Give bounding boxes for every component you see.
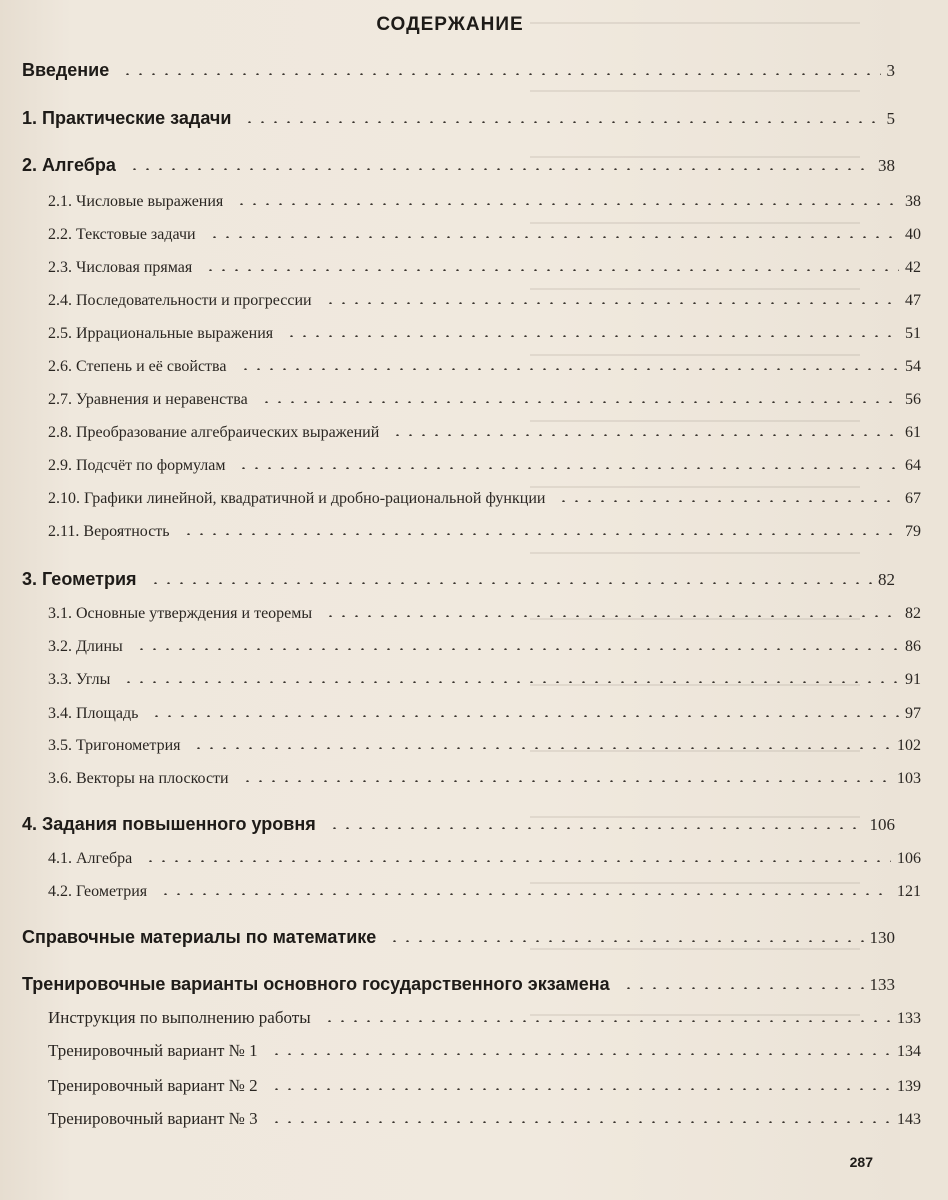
toc-entry-page: 139 xyxy=(897,1078,921,1095)
toc-entry-3-2[interactable] xyxy=(0,638,948,656)
toc-entry-3-4[interactable] xyxy=(0,705,948,723)
toc-entry-label: 2.2. Текстовые задачи xyxy=(48,226,196,243)
dot-leader xyxy=(121,73,880,75)
toc-entry-advanced-tasks[interactable] xyxy=(0,814,922,835)
dot-leader xyxy=(182,533,899,535)
toc-entry-page: 51 xyxy=(905,325,921,342)
toc-entry-practical-tasks[interactable] xyxy=(0,108,922,129)
dot-leader xyxy=(557,500,899,502)
toc-entry-page: 133 xyxy=(869,975,895,994)
toc-entry-label: 2. Алгебра xyxy=(22,155,116,175)
toc-entry-label: Тренировочный вариант № 3 xyxy=(48,1109,258,1128)
toc-entry-page: 106 xyxy=(869,815,895,834)
toc-entry-page: 79 xyxy=(905,523,921,540)
toc-entry-2-2[interactable] xyxy=(0,226,948,244)
toc-entry-page: 86 xyxy=(905,638,921,655)
dot-leader xyxy=(622,987,864,989)
toc-entry-label: 3.4. Площадь xyxy=(48,705,139,722)
toc-entry-variant-1[interactable] xyxy=(0,1041,948,1061)
toc-entry-page: 143 xyxy=(897,1111,921,1128)
toc-entry-label: 2.10. Графики линейной, квадратичной и дробно-рациональной функции xyxy=(48,490,546,507)
toc-entry-3-6[interactable] xyxy=(0,770,948,788)
toc-entry-variant-2[interactable] xyxy=(0,1076,948,1096)
toc-entry-instructions[interactable] xyxy=(0,1008,948,1028)
toc-entry-page: 133 xyxy=(897,1010,921,1027)
dot-leader xyxy=(128,168,872,170)
toc-entry-page: 103 xyxy=(897,770,921,787)
toc-entry-page: 134 xyxy=(897,1043,921,1060)
toc-entry-label: 2.9. Подсчёт по формулам xyxy=(48,457,226,474)
toc-entry-label: 2.1. Числовые выражения xyxy=(48,193,224,210)
toc-entry-2-3[interactable] xyxy=(0,259,948,277)
toc-entry-page: 42 xyxy=(905,259,921,276)
toc-entry-2-11[interactable] xyxy=(0,523,948,541)
dot-leader xyxy=(149,582,872,584)
dot-leader xyxy=(237,467,899,469)
toc-entry-label: Введение xyxy=(22,60,110,80)
toc-entry-label: 3.1. Основные утверждения и теоремы xyxy=(48,605,313,622)
toc-entry-variant-3[interactable] xyxy=(0,1109,948,1129)
toc-entry-2-1[interactable] xyxy=(0,193,948,211)
toc-entry-page: 97 xyxy=(905,705,921,722)
toc-entry-geometry[interactable] xyxy=(0,569,922,590)
toc-entry-label: 3.6. Векторы на плоскости xyxy=(48,770,229,787)
toc-entry-label: 2.4. Последовательности и прогрессии xyxy=(48,292,312,309)
dot-leader xyxy=(260,401,899,403)
toc-entry-label: 4.1. Алгебра xyxy=(48,850,133,867)
toc-entry-training-variants[interactable] xyxy=(0,974,922,995)
toc-entry-page: 130 xyxy=(869,928,895,947)
toc-entry-introduction[interactable] xyxy=(0,60,922,81)
toc-entry-2-4[interactable] xyxy=(0,292,948,310)
toc-entry-4-2[interactable] xyxy=(0,883,948,901)
toc-entry-3-1[interactable] xyxy=(0,605,948,623)
dot-leader xyxy=(270,1088,891,1090)
dot-leader xyxy=(328,827,864,829)
dot-leader xyxy=(270,1053,891,1055)
toc-entry-label: Тренировочный вариант № 2 xyxy=(48,1076,258,1095)
dot-leader xyxy=(159,893,891,895)
toc-entry-3-5[interactable] xyxy=(0,737,948,755)
dot-leader xyxy=(388,940,863,942)
dot-leader xyxy=(150,715,899,717)
toc-entry-label: 4.2. Геометрия xyxy=(48,883,148,900)
toc-entry-label: 3.2. Длины xyxy=(48,638,123,655)
toc-entry-label: 1. Практические задачи xyxy=(22,108,232,128)
toc-entry-page: 38 xyxy=(878,156,895,175)
toc-entry-label: 2.5. Иррациональные выражения xyxy=(48,325,274,342)
toc-entry-page: 47 xyxy=(905,292,921,309)
dot-leader xyxy=(270,1121,891,1123)
toc-entry-page: 40 xyxy=(905,226,921,243)
dot-leader xyxy=(204,269,899,271)
toc-entry-page: 67 xyxy=(905,490,921,507)
toc-entry-2-5[interactable] xyxy=(0,325,948,343)
toc-entry-4-1[interactable] xyxy=(0,850,948,868)
page-number: 287 xyxy=(849,1154,873,1170)
toc-entry-label: 2.7. Уравнения и неравенства xyxy=(48,391,248,408)
toc-entry-label: 3. Геометрия xyxy=(22,569,137,589)
toc-entry-page: 5 xyxy=(886,109,895,128)
toc-entry-page: 82 xyxy=(905,605,921,622)
dot-leader xyxy=(144,860,891,862)
toc-entry-label: Инструкция по выполнению работы xyxy=(48,1008,311,1027)
dot-leader xyxy=(239,368,900,370)
dot-leader xyxy=(323,1020,891,1022)
dot-leader xyxy=(122,681,899,683)
toc-entry-page: 64 xyxy=(905,457,921,474)
toc-entry-label: 2.6. Степень и её свойства xyxy=(48,358,227,375)
toc-entry-page: 3 xyxy=(886,61,895,80)
dot-leader xyxy=(208,236,899,238)
toc-entry-page: 82 xyxy=(878,570,895,589)
toc-entry-3-3[interactable] xyxy=(0,671,948,689)
toc-entry-page: 91 xyxy=(905,671,921,688)
toc-entry-2-6[interactable] xyxy=(0,358,948,376)
toc-entry-reference-materials[interactable] xyxy=(0,927,922,948)
toc-entry-2-10[interactable] xyxy=(0,490,948,508)
toc-entry-page: 121 xyxy=(897,883,921,900)
dot-leader xyxy=(135,648,899,650)
toc-entry-page: 61 xyxy=(905,424,921,441)
toc-entry-label: 2.11. Вероятность xyxy=(48,523,170,540)
toc-entry-page: 102 xyxy=(897,737,921,754)
toc-entry-label: 3.5. Тригонометрия xyxy=(48,737,181,754)
toc-entry-page: 56 xyxy=(905,391,921,408)
toc-entry-page: 106 xyxy=(897,850,921,867)
toc-entry-label: 2.3. Числовая прямая xyxy=(48,259,193,276)
toc-entry-label: 2.8. Преобразование алгебраических выражений xyxy=(48,424,380,441)
toc-entry-page: 38 xyxy=(905,193,921,210)
toc-entry-2-7[interactable] xyxy=(0,391,948,409)
dot-leader xyxy=(285,335,899,337)
dot-leader xyxy=(235,203,899,205)
toc-entry-label: 3.3. Углы xyxy=(48,671,111,688)
dot-leader xyxy=(324,302,899,304)
dot-leader xyxy=(391,434,899,436)
toc-entry-2-9[interactable] xyxy=(0,457,948,475)
toc-entry-label: Тренировочный вариант № 1 xyxy=(48,1041,258,1060)
dot-leader xyxy=(241,780,891,782)
toc-entry-2-8[interactable] xyxy=(0,424,948,442)
toc-entry-label: Тренировочные варианты основного государственного экзамена xyxy=(22,974,610,994)
toc-entry-label: Справочные материалы по математике xyxy=(22,927,377,947)
dot-leader xyxy=(243,121,880,123)
dot-leader xyxy=(192,747,891,749)
toc-entry-label: 4. Задания повышенного уровня xyxy=(22,814,316,834)
toc-entry-page: 54 xyxy=(905,358,921,375)
toc-entry-algebra[interactable] xyxy=(0,155,922,176)
dot-leader xyxy=(324,615,899,617)
page-title: СОДЕРЖАНИЕ xyxy=(376,14,524,35)
